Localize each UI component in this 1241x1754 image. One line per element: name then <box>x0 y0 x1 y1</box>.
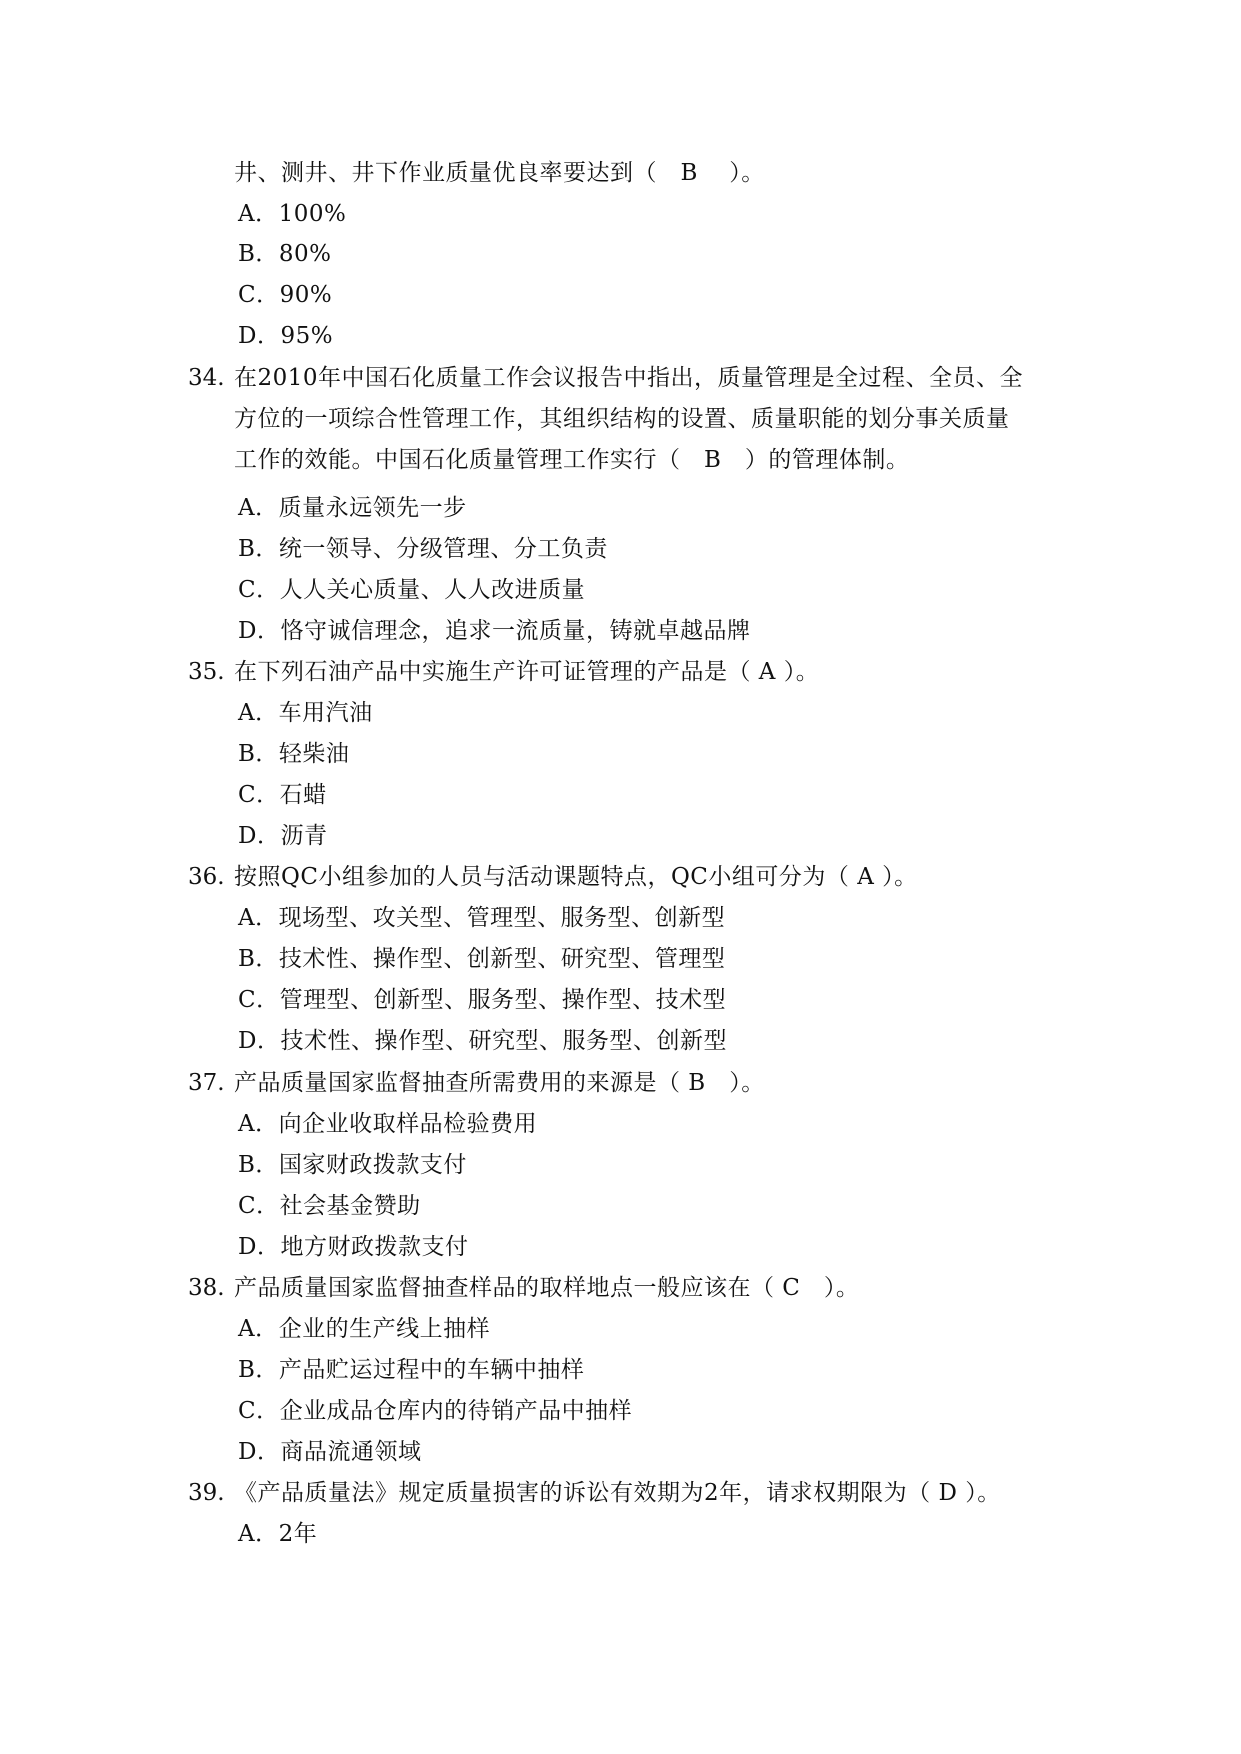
question-34-text-line-3: 工作的效能。中国石化质量管理工作实行（ B ）的管理体制。 <box>234 447 910 473</box>
question-34-number: 34. <box>188 365 225 391</box>
question-38-text: 产品质量国家监督抽查样品的取样地点一般应该在（ C ）。 <box>234 1275 860 1301</box>
question-37-option-c: C．社会基金赞助 <box>238 1193 421 1219</box>
question-35-option-c: C．石蜡 <box>238 782 327 808</box>
question-33-continuation: 井、测井、井下作业质量优良率要达到（ B ）。 <box>234 160 765 186</box>
question-38-number: 38. <box>188 1275 225 1301</box>
question-37-option-b: B．国家财政拨款支付 <box>238 1152 467 1178</box>
question-34-option-a: A．质量永远领先一步 <box>238 495 467 521</box>
question-36-option-d: D．技术性、操作型、研究型、服务型、创新型 <box>238 1028 727 1054</box>
question-34-option-c: C．人人关心质量、人人改进质量 <box>238 577 586 603</box>
question-35-option-b: B．轻柴油 <box>238 741 350 767</box>
question-34-text-line-2: 方位的一项综合性管理工作，其组织结构的设置、质量职能的划分事关质量 <box>234 406 1010 432</box>
question-39-number: 39. <box>188 1480 225 1506</box>
question-37-option-d: D．地方财政拨款支付 <box>238 1234 469 1260</box>
question-33-option-c: C．90% <box>238 282 333 308</box>
question-38-option-d: D．商品流通领域 <box>238 1439 422 1465</box>
question-38-option-c: C．企业成品仓库内的待销产品中抽样 <box>238 1398 633 1424</box>
question-35-option-d: D．沥青 <box>238 823 328 849</box>
question-33-option-a: A．100% <box>238 201 347 227</box>
question-38-option-a: A．企业的生产线上抽样 <box>238 1316 491 1342</box>
question-37-text: 产品质量国家监督抽查所需费用的来源是（ B ）。 <box>234 1070 765 1096</box>
question-35-text: 在下列石油产品中实施生产许可证管理的产品是（ A ）。 <box>234 659 820 685</box>
question-36-option-b: B．技术性、操作型、创新型、研究型、管理型 <box>238 946 726 972</box>
question-35-number: 35. <box>188 659 225 685</box>
question-36-number: 36. <box>188 864 225 890</box>
question-38-option-b: B．产品贮运过程中的车辆中抽样 <box>238 1357 585 1383</box>
question-36-text: 按照QC小组参加的人员与活动课题特点，QC小组可分为（ A ）。 <box>234 864 918 890</box>
question-39-text: 《产品质量法》规定质量损害的诉讼有效期为2年，请求权期限为（ D ）。 <box>234 1480 1001 1506</box>
question-33-option-b: B．80% <box>238 241 332 267</box>
question-36-option-a: A．现场型、攻关型、管理型、服务型、创新型 <box>238 905 726 931</box>
question-33-option-d: D．95% <box>238 323 334 349</box>
question-34-option-d: D．恪守诚信理念，追求一流质量，铸就卓越品牌 <box>238 618 751 644</box>
question-39-option-a: A．2年 <box>238 1521 318 1547</box>
question-34-option-b: B．统一领导、分级管理、分工负责 <box>238 536 608 562</box>
question-34-text-line-1: 在2010年中国石化质量工作会议报告中指出，质量管理是全过程、全员、全 <box>234 365 1024 391</box>
question-37-number: 37. <box>188 1070 225 1096</box>
question-36-option-c: C．管理型、创新型、服务型、操作型、技术型 <box>238 987 727 1013</box>
question-37-option-a: A．向企业收取样品检验费用 <box>238 1111 538 1137</box>
question-35-option-a: A．车用汽油 <box>238 700 373 726</box>
